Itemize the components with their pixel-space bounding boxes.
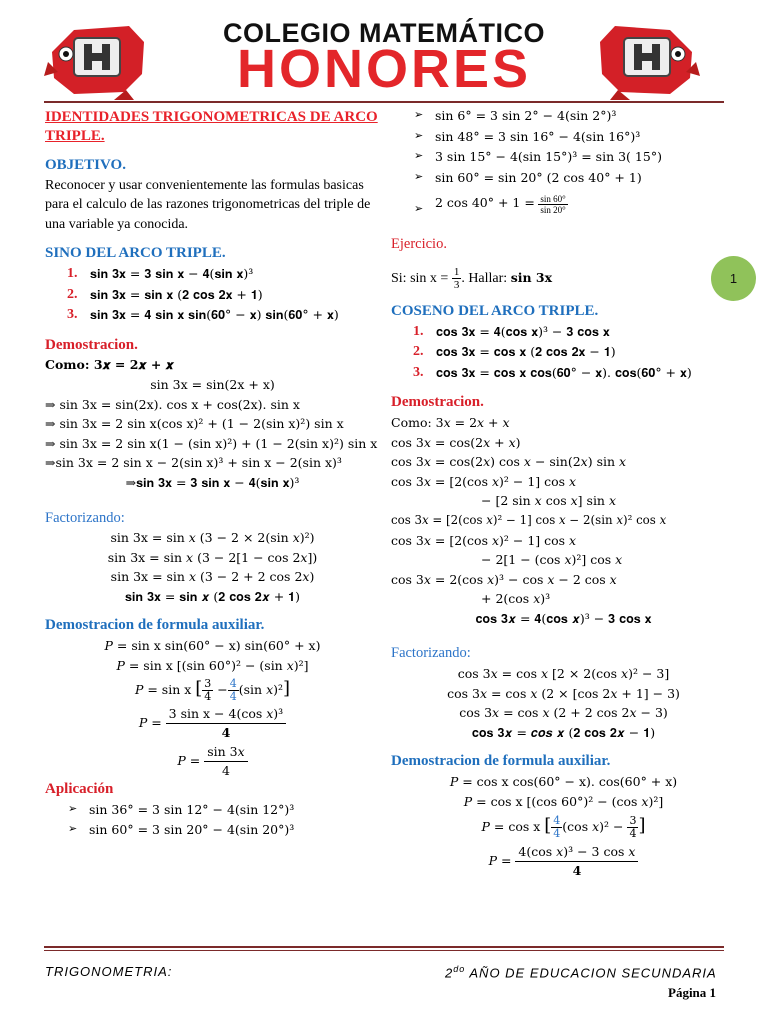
demo-line: ⇒sin 3x = 2 sin x − 2(sin x)³ + sin x − 2(sin x)³ bbox=[45, 455, 342, 471]
aux-line: 𝑃 = cos x cos(60° − x). cos(60° + x) bbox=[449, 774, 678, 790]
formula: 𝐜𝐨𝐬 𝟑𝐱 = 𝐜𝐨𝐬 𝐱 𝐜𝐨𝐬(𝟔𝟎° − 𝐱). 𝐜𝐨𝐬(𝟔𝟎° + 𝐱) bbox=[436, 364, 692, 380]
item-number: 1. bbox=[67, 265, 78, 281]
sine-formula-list bbox=[45, 264, 380, 326]
factor-line: cos 3𝑥 = cos 𝑥 (2 + 2 cos 2𝑥 − 3) bbox=[459, 705, 668, 721]
frac-den: 3 bbox=[453, 279, 460, 292]
school-top-title: COLEGIO MATEMÁTICO bbox=[223, 18, 545, 48]
app-heading: Aplicación bbox=[45, 781, 114, 798]
demo-line: − 2[1 − (cos 𝑥)²] cos 𝑥 bbox=[481, 552, 623, 568]
aux-suffix: (sin 𝑥)² bbox=[238, 682, 284, 698]
item-number: 3. bbox=[67, 307, 78, 323]
page-title: IDENTIDADES TRIGONOMETRICAS DE ARCO TRIPLE. bbox=[45, 109, 378, 144]
aux-line: 𝑃 = cos x [(cos 60°)² − (cos 𝑥)²] bbox=[463, 793, 664, 809]
cos-formula-item bbox=[391, 342, 736, 363]
frac-num: 3 bbox=[204, 677, 212, 691]
arrow-bullet-icon: ➢ bbox=[414, 109, 424, 121]
footer-grade: $2^{do}$ AÑO DE EDUCACION SECUNDARIA bbox=[445, 964, 717, 981]
frac-num: sin 60° bbox=[540, 193, 566, 204]
frac-num: 4 bbox=[553, 814, 561, 828]
page-number-badge: 1 bbox=[711, 256, 756, 301]
cos-formula-list bbox=[391, 322, 736, 384]
factor-result: 𝐜𝐨𝐬 𝟑𝒙 = 𝒄𝒐𝒔 𝒙 (𝟐 𝐜𝐨𝐬 𝟐𝒙 − 𝟏) bbox=[471, 724, 656, 740]
demo-line: cos 3𝑥 = cos(2𝑥) cos 𝑥 − sin(2𝑥) sin 𝑥 bbox=[391, 454, 627, 470]
cos-formula-item bbox=[391, 363, 736, 384]
item-number: 1. bbox=[413, 323, 424, 339]
demo-line: ⇒ sin 3x = 2 sin x(cos x)² + (1 − 2(sin x)²) sin x bbox=[45, 416, 344, 432]
app-item: ➢ 3 sin 15° − 4(sin 15°)³ = sin 3( 15°) bbox=[391, 147, 736, 168]
item-number: 2. bbox=[67, 286, 78, 302]
aux-heading: Demostracion de formula auxiliar. bbox=[45, 617, 265, 634]
frac-num: 3 sin x − 4(cos 𝑥)³ bbox=[166, 705, 287, 724]
aux-prefix: 𝑃 = bbox=[177, 753, 201, 769]
app-item: ➢ sin 48° = 3 sin 16° − 4(sin 16°)³ bbox=[391, 127, 736, 148]
demo-line: + 2(cos 𝑥)³ bbox=[481, 591, 551, 607]
factor-line: sin 3x = sin 𝑥 (3 − 2 + 2 cos 2𝑥) bbox=[110, 569, 315, 585]
sine-formula-item bbox=[45, 305, 380, 326]
page-header bbox=[0, 0, 768, 105]
school-name: HONORES bbox=[236, 39, 532, 99]
formula: 𝐜𝐨𝐬 𝟑𝐱 = 𝐜𝐨𝐬 𝐱 (𝟐 𝐜𝐨𝐬 𝟐𝐱 − 𝟏) bbox=[436, 344, 616, 360]
frac-den: 4 bbox=[229, 690, 237, 704]
demo-heading: Demostracion. bbox=[45, 336, 138, 353]
frac-num: 1 bbox=[453, 266, 460, 279]
frac-num: 4 bbox=[229, 677, 237, 691]
factor-result: 𝐬𝐢𝐧 𝟑𝐱 = 𝐬𝐢𝐧 𝒙 (𝟐 𝐜𝐨𝐬 𝟐𝒙 + 𝟏) bbox=[124, 588, 301, 604]
footer-divider-thin bbox=[44, 950, 724, 951]
objective-text: Reconocer y usar convenientemente las formulas basicas para el calculo de las razones trigonometricas del triple de una variable ya conocida. bbox=[45, 177, 371, 232]
aux-line: 𝑃 = sin x sin(60° − x) sin(60° + x) bbox=[104, 638, 321, 654]
aux-line-fraction bbox=[45, 704, 380, 742]
demo-line: Como: 3𝑥 = 2𝑥 + 𝑥 bbox=[391, 414, 510, 430]
exercise-target: 𝐬𝐢𝐧 𝟑𝐱 bbox=[510, 269, 553, 285]
footer-page-label: Página 1 bbox=[668, 985, 717, 1000]
arrow-bullet-icon: ➢ bbox=[68, 823, 78, 836]
sine-heading: SINO DEL ARCO TRIPLE. bbox=[45, 245, 226, 262]
aux-line: 𝑃 = sin x [(sin 60°)² − (sin 𝑥)²] bbox=[116, 657, 309, 673]
formula: 𝐬𝐢𝐧 𝟑𝐱 = 𝟑 𝐬𝐢𝐧 𝐱 − 𝟒(𝐬𝐢𝐧 𝐱)³ bbox=[90, 265, 254, 281]
demo-como: Como: 𝟑𝒙 = 𝟐𝒙 + 𝒙 bbox=[45, 357, 174, 373]
factor-line: cos 3𝑥 = cos 𝑥 [2 × 2(cos 𝑥)² − 3] bbox=[457, 666, 670, 682]
footer-divider bbox=[44, 946, 724, 948]
factor-line: sin 3x = sin 𝑥 (3 − 2[1 − cos 2𝑥]) bbox=[107, 549, 318, 565]
frac-den: 4 bbox=[572, 863, 582, 879]
demo-line: ⇒ sin 3x = sin(2x). cos x + cos(2x). sin x bbox=[45, 396, 300, 412]
demo-line: cos 3𝑥 = [2(cos 𝑥)² − 1] cos 𝑥 bbox=[391, 532, 577, 548]
formula: 𝐜𝐨𝐬 𝟑𝐱 = 𝟒(𝐜𝐨𝐬 𝐱)³ − 𝟑 𝐜𝐨𝐬 𝐱 bbox=[436, 323, 610, 339]
app-item: ➢ sin 6° = 3 sin 2° − 4(sin 2°)³ bbox=[391, 106, 736, 127]
cos-formula-item bbox=[391, 322, 736, 343]
aux-line-fraction: 𝑃 = sin x [ $\frac{3}{4}$ − $\frac{4}{4}$ (sin 𝑥)²] bbox=[134, 677, 291, 704]
aux-prefix: 𝑃 = sin x bbox=[134, 682, 192, 698]
arrow-bullet-icon: ➢ bbox=[414, 203, 424, 216]
frac-den: 4 bbox=[204, 690, 212, 704]
formula: 𝐬𝐢𝐧 𝟑𝐱 = 𝐬𝐢𝐧 𝐱 (𝟐 𝐜𝐨𝐬 𝟐𝐱 + 𝟏) bbox=[90, 286, 263, 302]
formula: 𝐬𝐢𝐧 𝟑𝐱 = 𝟒 𝐬𝐢𝐧 𝐱 𝐬𝐢𝐧(𝟔𝟎° − 𝐱) 𝐬𝐢𝐧(𝟔𝟎° + 𝐱) bbox=[90, 307, 339, 323]
arrow-bullet-icon: ➢ bbox=[414, 150, 424, 163]
aux-heading: Demostracion de formula auxiliar. bbox=[391, 753, 611, 770]
frac-num: 4(cos 𝑥)³ − 3 cos 𝑥 bbox=[515, 843, 638, 862]
sine-formula-item bbox=[45, 285, 380, 306]
demo-heading: Demostracion. bbox=[391, 394, 484, 411]
demo-line: sin 3x = sin(2x + x) bbox=[150, 376, 275, 392]
app-list bbox=[45, 800, 380, 841]
app-item: ➢ 2 cos 40° + 1 = $\frac{\sin 60^\circ}{\sin 20^\circ}$ bbox=[391, 188, 736, 219]
exercise-heading: Ejercicio. bbox=[391, 236, 447, 253]
demo-result: 𝐜𝐨𝐬 𝟑𝒙 = 𝟒(𝐜𝐨𝐬 𝒙)³ − 𝟑 𝐜𝐨𝐬 𝐱 bbox=[475, 610, 652, 626]
demo-line: − [2 sin 𝑥 cos 𝑥] sin 𝑥 bbox=[481, 493, 617, 509]
demo-line: ⇒ sin 3x = 2 sin x(1 − (sin x)²) + (1 − 2(sin x)²) sin x bbox=[45, 435, 378, 451]
aux-line-fraction bbox=[45, 742, 380, 780]
demo-line: cos 3𝑥 = 2(cos 𝑥)³ − cos 𝑥 − 2 cos 𝑥 bbox=[391, 571, 617, 587]
app-item: ➢ sin 60° = 3 sin 20° − 4(sin 20°)³ bbox=[45, 820, 380, 841]
frac-den: 4 bbox=[221, 725, 231, 741]
app-list-continued bbox=[391, 106, 736, 219]
frac-den: sin 20° bbox=[540, 204, 566, 215]
header-divider bbox=[44, 101, 724, 103]
right-column bbox=[391, 106, 736, 880]
demo-line: cos 3𝑥 = [2(cos 𝑥)² − 1] cos 𝑥 − 2(sin 𝑥)² cos 𝑥 bbox=[391, 512, 667, 527]
factor-line: cos 3𝑥 = cos 𝑥 (2 × [cos 2𝑥 + 1] − 3) bbox=[447, 685, 680, 701]
frac-num: 3 bbox=[629, 814, 637, 828]
aux-prefix: 𝑃 = bbox=[138, 715, 162, 731]
aux-line-fraction: 𝑃 = cos x [ $\frac{4}{4}$ (cos 𝑥)² − $\frac{3}{4}$ ] bbox=[481, 814, 646, 841]
item-number: 2. bbox=[413, 344, 424, 360]
demo-line: cos 3𝑥 = cos(2𝑥 + 𝑥) bbox=[391, 434, 521, 450]
frac-num: sin 3𝑥 bbox=[204, 743, 247, 762]
factor-heading: Factorizando: bbox=[45, 509, 125, 526]
frac-den: 4 bbox=[221, 763, 230, 779]
demo-line: cos 3𝑥 = [2(cos 𝑥)² − 1] cos 𝑥 bbox=[391, 473, 577, 489]
cos-heading: COSENO DEL ARCO TRIPLE. bbox=[391, 302, 599, 319]
frac-den: 4 bbox=[629, 827, 637, 841]
arrow-bullet-icon: ➢ bbox=[414, 129, 424, 142]
factor-heading: Factorizando: bbox=[391, 645, 471, 662]
factor-line: sin 3x = sin 𝑥 (3 − 2 × 2(sin 𝑥)²) bbox=[110, 530, 315, 546]
left-column bbox=[45, 108, 380, 841]
aux-line-fraction: 𝑃 = $\frac{\text{4(cos 𝑥)³ − 3 cos 𝑥}}{4}$ bbox=[391, 842, 736, 880]
objective-heading: OBJETIVO. bbox=[45, 157, 126, 173]
arrow-bullet-icon: ➢ bbox=[414, 170, 424, 183]
item-number: 3. bbox=[413, 364, 424, 380]
demo-result: ⇒𝐬𝐢𝐧 𝟑𝐱 = 𝟑 𝐬𝐢𝐧 𝐱 − 𝟒(𝐬𝐢𝐧 𝐱)³ bbox=[125, 474, 300, 490]
exercise-text: Si: sin x = $\frac{1}{3}$ . Hallar: 𝐬𝐢𝐧 𝟑𝐱 bbox=[391, 266, 553, 292]
frac-den: 4 bbox=[553, 827, 561, 841]
footer-subject: TRIGONOMETRIA: bbox=[45, 964, 173, 979]
arrow-bullet-icon: ➢ bbox=[68, 802, 78, 815]
app-item: ➢ sin 60° = sin 20° (2 cos 40° + 1) bbox=[391, 168, 736, 189]
app-item: ➢ sin 36° = 3 sin 12° − 4(sin 12°)³ bbox=[45, 800, 380, 821]
sine-formula-item bbox=[45, 264, 380, 285]
